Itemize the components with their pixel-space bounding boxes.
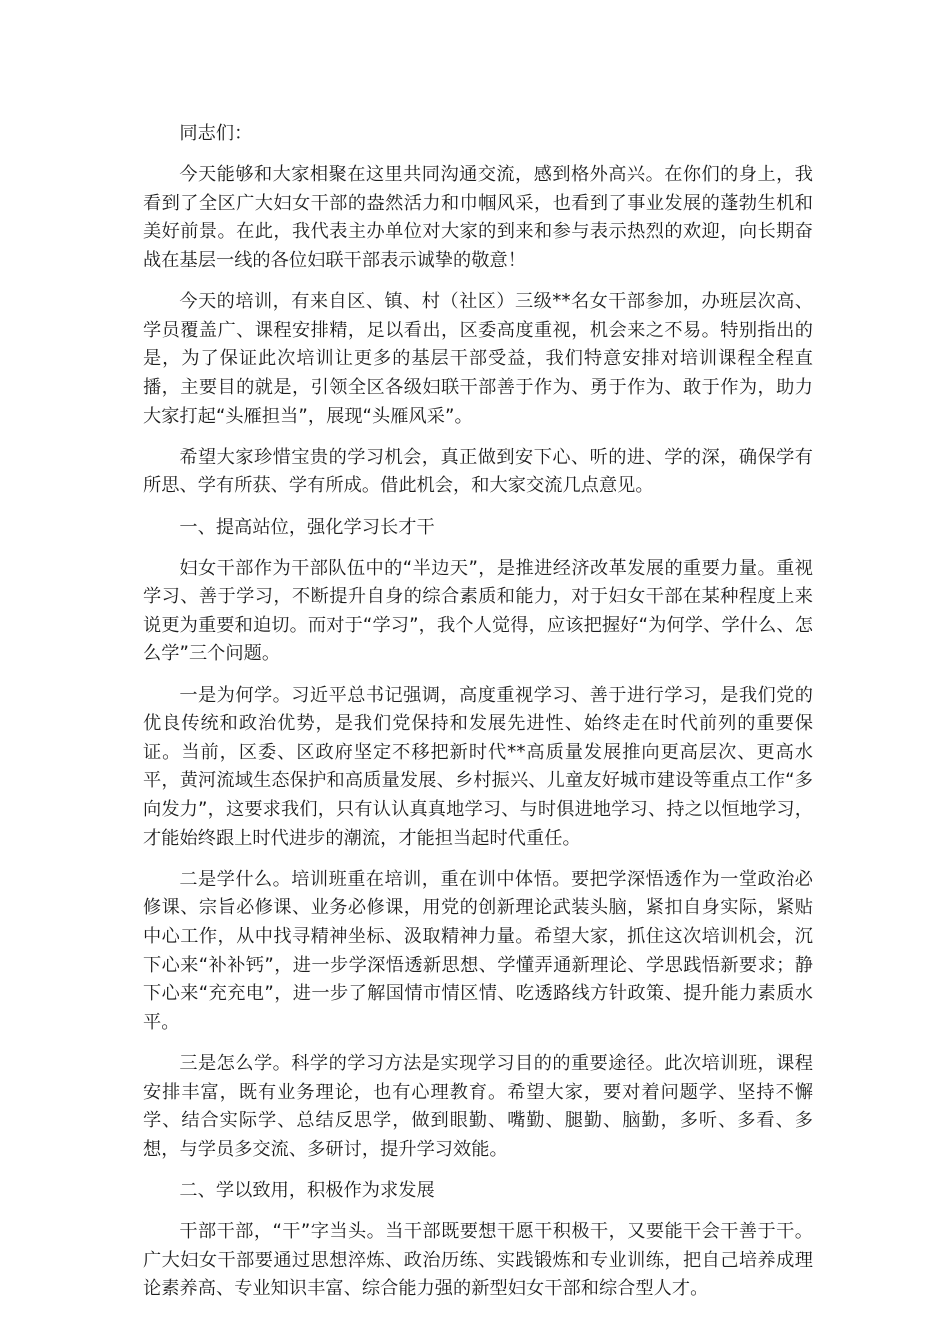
- paragraph-opening: 今天能够和大家相聚在这里共同沟通交流，感到格外高兴。在你们的身上，我看到了全区广大妇女干部的盎然活力和巾帼风采，也看到了事业发展的蓬勃生机和美好前景。在此，我代表主办单位对大家的到来和参与表示热烈的欢迎，向长期奋战在基层一线的各位妇联干部表示诚挚的敬意！: [143, 164, 813, 271]
- paragraph-section-2-intro: 干部干部，“干”字当头。当干部既要想干愿干积极干，又要能干会干善于干。广大妇女干部要通过思想淬炼、政治历练、实践锻炼和专业训练，把自己培养成理论素养高、专业知识丰富、综合能力强的新型妇女干部和综合型人才。: [143, 1221, 813, 1300]
- section-heading-1: 一、提高站位，强化学习长才干: [179, 516, 435, 538]
- paragraph-expectations: 希望大家珍惜宝贵的学习机会，真正做到安下心、听的进、学的深，确保学有所思、学有所获、学有所成。借此机会，和大家交流几点意见。: [143, 446, 813, 497]
- paragraph-why-learn: 一是为何学。习近平总书记强调，高度重视学习、善于进行学习，是我们党的优良传统和政治优势，是我们党保持和发展先进性、始终走在时代前列的重要保证。当前，区委、区政府坚定不移把新时代**高质量发展推向更高层次、更高水平，黄河流域生态保护和高质量发展、乡村振兴、儿童友好城市建设等重点工作“多向发力”，这要求我们，只有认认真真地学习、与时俱进地学习、持之以恒地学习，才能始终跟上时代进步的潮流，才能担当起时代重任。: [143, 684, 813, 849]
- section-heading-2: 二、学以致用，积极作为求发展: [179, 1179, 435, 1201]
- paragraph-how-to-learn: 三是怎么学。科学的学习方法是实现学习目的的重要途径。此次培训班，课程安排丰富，既有业务理论，也有心理教育。希望大家，要对着问题学、坚持不懈学、结合实际学、总结反思学，做到眼勤、嘴勤、腿勤、脑勤，多听、多看、多想，与学员多交流、多研讨，提升学习效能。: [143, 1052, 813, 1160]
- paragraph-what-to-learn: 二是学什么。培训班重在培训，重在训中体悟。要把学深悟透作为一堂政治必修课、宗旨必修课、业务必修课，用党的创新理论武装头脑，紧扣自身实际，紧贴中心工作，从中找寻精神坐标、汲取精神力量。希望大家，抓住这次培训机会，沉下心来“补补钙”，进一步学深悟透新思想、学懂弄通新理论、学思践悟新要求；静下心来“充充电”，进一步了解国情市情区情、吃透路线方针政策、提升能力素质水平。: [143, 868, 813, 1033]
- paragraph-training-overview: 今天的培训，有来自区、镇、村（社区）三级**名女干部参加，办班层次高、学员覆盖广、课程安排精，足以看出，区委高度重视，机会来之不易。特别指出的是，为了保证此次培训让更多的基层干部受益，我们特意安排对培训课程全程直播，主要目的就是，引领全区各级妇联干部善于作为、勇于作为、敢于作为，助力大家打起“头雁担当”，展现“头雁风采”。: [143, 291, 813, 427]
- salutation: 同志们：: [179, 123, 253, 144]
- document-body: [143, 120, 813, 1304]
- paragraph-section-1-intro: 妇女干部作为干部队伍中的“半边天”，是推进经济改革发展的重要力量。重视学习、善于学习，不断提升自身的综合素质和能力，对于妇女干部在某种程度上来说更为重要和迫切。而对于“学习”，我个人觉得，应该把握好“为何学、学什么、怎么学”三个问题。: [143, 557, 813, 665]
